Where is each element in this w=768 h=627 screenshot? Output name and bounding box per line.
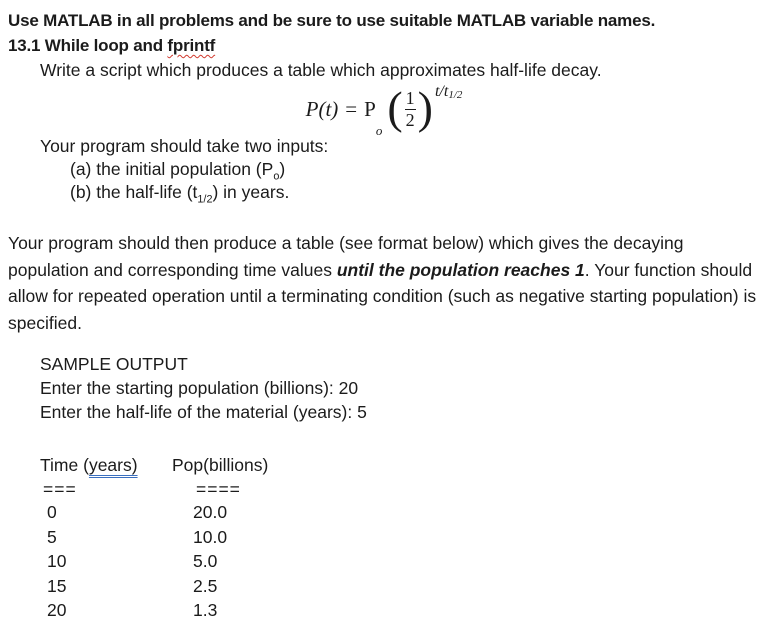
table-header-pop: Pop(billions) xyxy=(172,455,269,475)
table-row xyxy=(40,525,760,550)
time-value: 0 xyxy=(47,502,57,522)
section-heading xyxy=(8,33,760,58)
fraction-numerator: 1 xyxy=(405,87,415,108)
time-separator: === xyxy=(43,479,77,499)
paragraph-part2: . Your function should allow for repeated operation until a terminating condition (such as negative starting population) is specified. xyxy=(8,259,757,333)
exponent-base: t/t xyxy=(434,83,449,100)
input-item-b xyxy=(70,181,760,204)
sample-prompt-population: Enter the starting population (billions): 20 xyxy=(40,378,359,398)
instruction-title: Use MATLAB in all problems and be sure to use suitable MATLAB variable names. xyxy=(8,11,656,30)
misspelled-word-fprintf: fprintf xyxy=(167,36,216,55)
table-header-time xyxy=(40,452,172,478)
time-value: 5 xyxy=(47,526,57,547)
time-header-text: Time ( xyxy=(40,455,89,475)
exponent-subscript: 1/2 xyxy=(448,89,463,101)
pop-value: 20.0 xyxy=(193,502,228,522)
sample-output-label: SAMPLE OUTPUT xyxy=(40,354,188,374)
table-separator-row xyxy=(40,478,760,500)
paragraph-bold-italic: until the population reaches 1 xyxy=(336,259,585,280)
input-item-a xyxy=(70,158,760,181)
formula-lhs: P(t) xyxy=(305,96,339,121)
input-a-close: ) xyxy=(279,159,286,179)
pop-value: 2.5 xyxy=(193,575,218,596)
section-heading-text: 13.1 While loop and xyxy=(8,36,168,55)
table-row xyxy=(40,500,760,525)
pop-value: 1.3 xyxy=(193,600,218,620)
intro-sentence: Write a script which produces a table which approximates half-life decay. xyxy=(40,60,602,80)
input-b-close: ) in years. xyxy=(212,182,290,202)
input-a-subscript: o xyxy=(273,170,280,183)
requirements-paragraph xyxy=(8,230,760,336)
table-row xyxy=(40,598,760,623)
table-row xyxy=(40,549,760,574)
table-header-row xyxy=(40,452,760,478)
grammar-underlined-word: years) xyxy=(88,455,138,475)
time-value: 20 xyxy=(47,600,67,620)
fraction-denominator: 2 xyxy=(405,109,415,130)
pop-value: 10.0 xyxy=(193,526,228,547)
pop-separator: ==== xyxy=(196,479,241,499)
pop-value: 5.0 xyxy=(193,551,218,571)
formula-equals: = xyxy=(345,96,358,121)
paragraph-part1: Your program should then produce a table (see format below) which gives the decaying population and corresponding time values xyxy=(8,233,684,280)
formula-base-subscript: o xyxy=(375,123,383,138)
half-life-formula xyxy=(8,81,760,138)
input-a-text: (a) the initial population (P xyxy=(70,159,274,179)
table-row xyxy=(40,574,760,599)
input-b-text: (b) the half-life (t xyxy=(70,182,198,202)
formula-open-paren: ( xyxy=(387,81,403,133)
sample-prompt-halflife: Enter the half-life of the material (years): 5 xyxy=(40,402,367,422)
inputs-intro: Your program should take two inputs: xyxy=(40,136,329,156)
formula-fraction xyxy=(403,89,418,130)
time-value: 10 xyxy=(47,551,67,571)
formula-close-paren: ) xyxy=(417,81,433,133)
time-value: 15 xyxy=(47,575,67,596)
formula-exponent xyxy=(435,83,462,101)
sample-output-table xyxy=(40,452,760,623)
input-b-subscript: 1/2 xyxy=(197,193,213,206)
formula-base: P xyxy=(364,96,376,121)
